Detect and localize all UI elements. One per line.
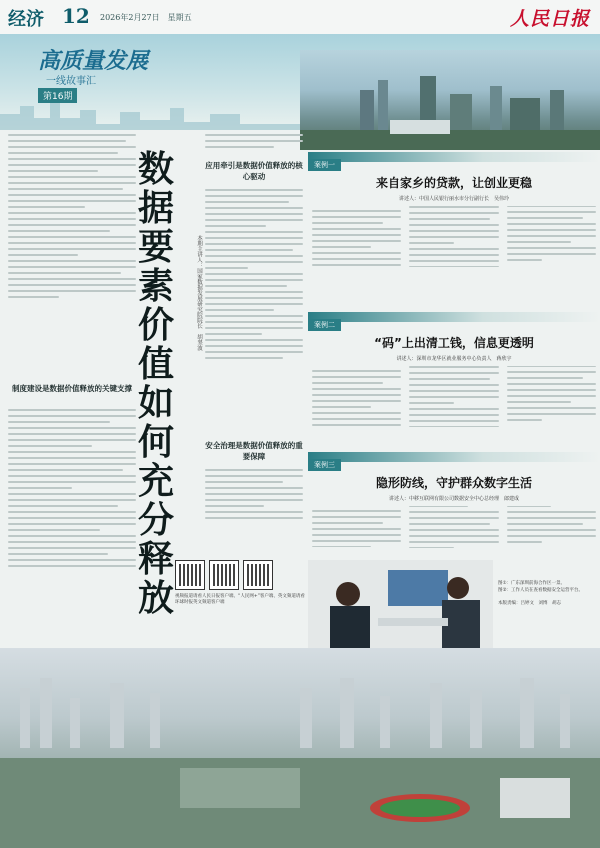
case-1-band [308, 152, 600, 169]
subhead-3: 安全治理是数据价值释放的重要保障 [205, 441, 303, 461]
case-2-author: 讲述人：深圳市龙华区就业服务中心负责人 蒋欣宇 [396, 356, 512, 362]
case-1-body [308, 206, 600, 292]
credit-photo2: 图②：工作人员在查看数据安全运营平台。 [498, 588, 584, 593]
page-header [0, 0, 600, 36]
hero-subtitle: 一线故事汇 [46, 76, 96, 87]
case-2 [308, 312, 600, 456]
case-3-title: 隐形防线，守护群众数字生活 [375, 476, 532, 490]
page-number: 12 [62, 4, 90, 28]
main-article-intro [8, 130, 136, 380]
aerial-city-image [0, 648, 600, 848]
credit-photo1: 图①：广东深圳前海合作区一景。 [498, 581, 566, 586]
cityscape-photo [0, 648, 600, 848]
qr-code-area [175, 560, 305, 640]
people-at-desk-image [308, 560, 493, 648]
case-1-title: 来自家乡的贷款，让创业更稳 [375, 176, 532, 190]
hero-tagline: 高质量发展 [38, 49, 149, 74]
case-2-band [308, 312, 600, 329]
main-article-body-2 [205, 185, 303, 435]
issue-badge: 第16期 [38, 88, 77, 103]
editor-credit: 本版责编：吕婷文 刘博 胡志 [498, 601, 561, 606]
photo-credits [498, 580, 598, 607]
qr-code-1[interactable] [175, 560, 205, 590]
case-2-badge: 案例二 [308, 319, 341, 331]
case-3 [308, 452, 600, 570]
main-article-body-3 [205, 465, 303, 545]
case-3-badge: 案例三 [308, 459, 341, 471]
newspaper-logo: 人民日报 [510, 8, 591, 30]
case-1-author: 讲述人：中国人民银行丽水市分行副行长 吴伟玲 [398, 196, 509, 202]
section-name: 经济 [8, 9, 44, 30]
city-skyline-image [300, 50, 600, 150]
main-article-title: 数据要素价值如何充分释放 [138, 149, 175, 619]
case-1 [308, 152, 600, 292]
main-article-byline: 本期主讲人：国家数据发展研究院院长 胡坚波 [196, 235, 202, 351]
main-article-body-1 [8, 405, 136, 645]
office-photo [308, 560, 493, 648]
subhead-2: 应用牵引是数据价值释放的核心驱动 [205, 161, 303, 181]
city-photo [300, 50, 600, 150]
qr-code-2[interactable] [209, 560, 239, 590]
case-2-title: “码”上出清工钱，信息更透明 [374, 336, 534, 350]
qr-caption: 视频报道请看人民日报客户端、“人民网+”客户端、英文频道请看环球时报英文频道客户端 [175, 594, 305, 605]
subhead-1: 制度建设是数据价值释放的关键支撑 [12, 384, 132, 393]
issue-date: 2026年2月27日 星期五 [100, 13, 192, 22]
case-2-body [308, 366, 600, 456]
main-article-col2-top [205, 130, 303, 156]
case-3-band [308, 452, 600, 469]
case-1-badge: 案例一 [308, 159, 341, 171]
case-3-author: 讲述人：中移互联网有限公司数据安全中心总经理 郎建成 [388, 496, 519, 502]
qr-code-3[interactable] [243, 560, 273, 590]
